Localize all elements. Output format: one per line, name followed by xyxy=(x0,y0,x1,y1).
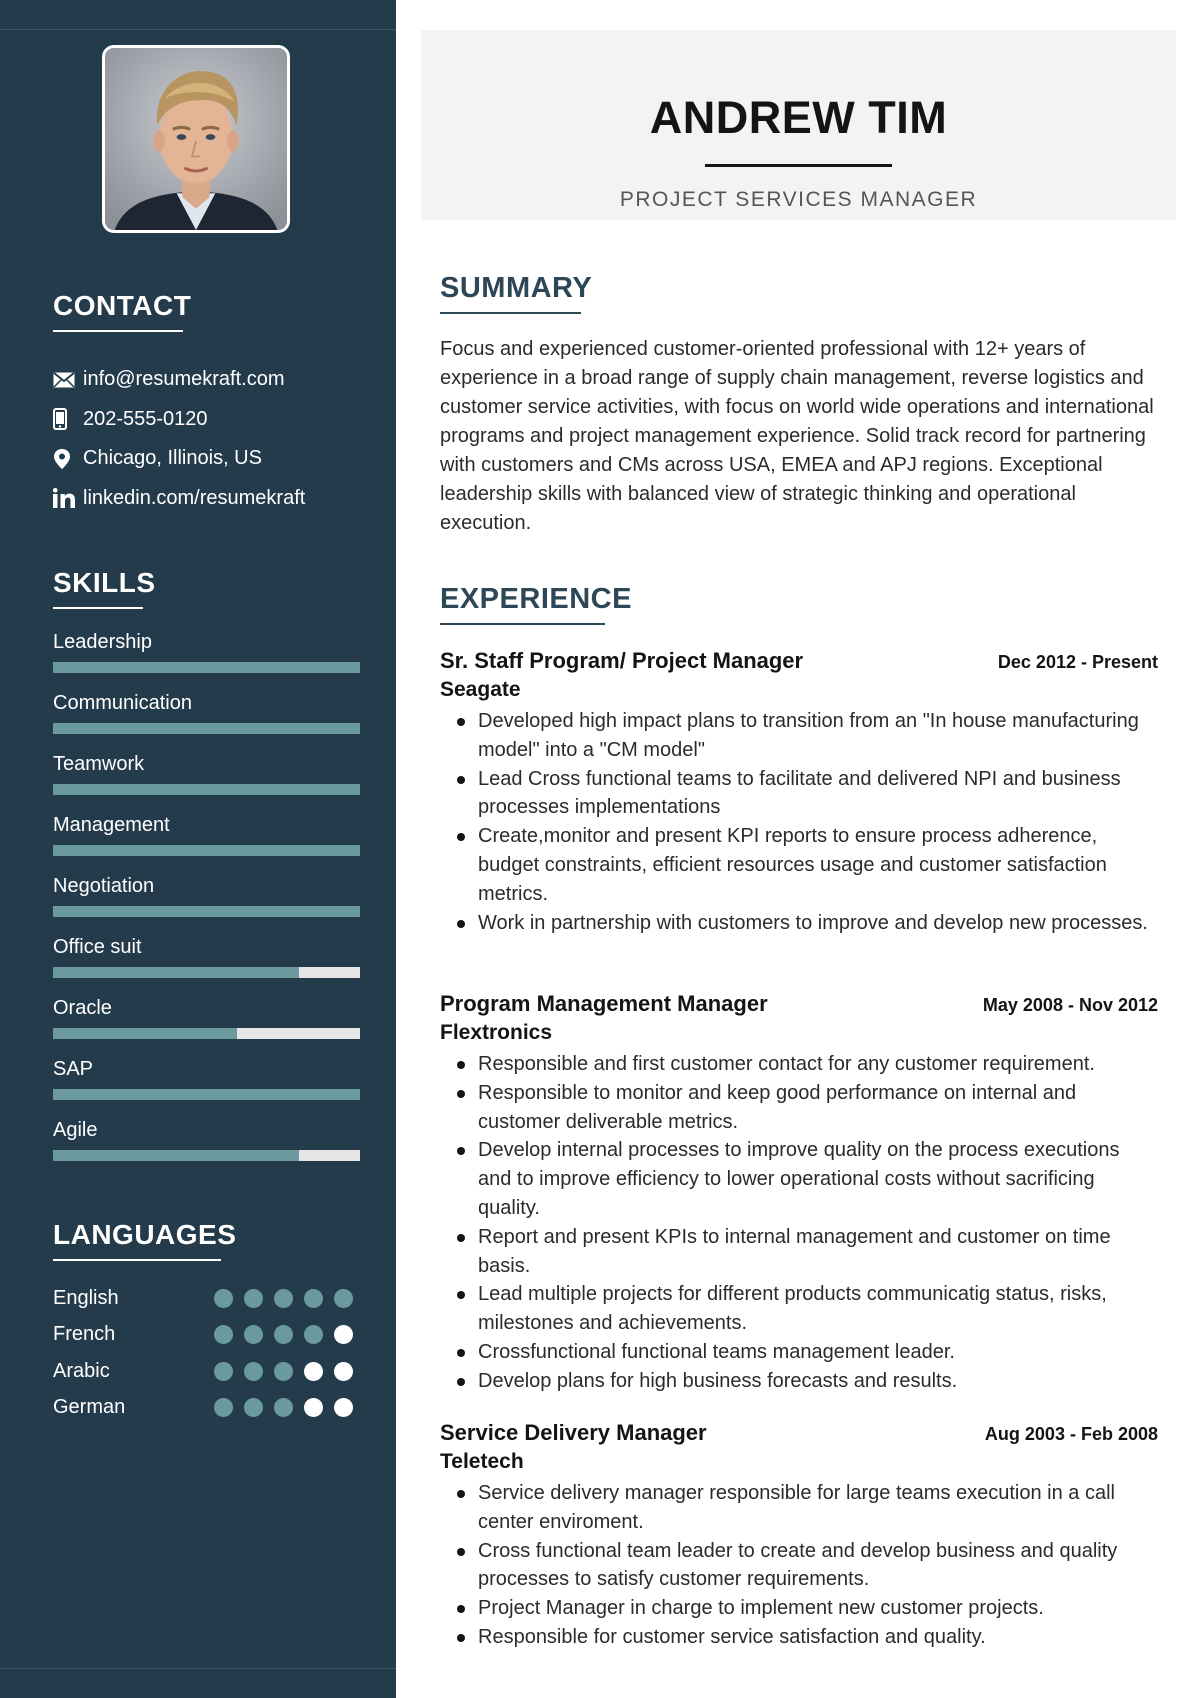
skill-name: Teamwork xyxy=(53,753,145,775)
skill-item xyxy=(53,691,360,752)
candidate-job-title: PROJECT SERVICES MANAGER xyxy=(619,188,978,211)
skill-bar-fill xyxy=(53,1028,237,1039)
skill-bar xyxy=(53,967,360,978)
rating-dot-filled xyxy=(244,1325,263,1344)
skill-name: Oracle xyxy=(53,997,112,1019)
contact-linkedin-text: linkedin.com/resumekraft xyxy=(83,486,306,509)
experience-item xyxy=(440,1420,1158,1652)
rating-dot-empty xyxy=(334,1325,353,1344)
skill-name: Communication xyxy=(53,692,192,714)
job-date: Dec 2012 - Present xyxy=(997,652,1158,672)
skill-item xyxy=(53,1118,360,1179)
rating-dot-filled xyxy=(214,1325,233,1344)
skill-name: Leadership xyxy=(53,631,152,653)
rating-dot-filled xyxy=(244,1398,263,1417)
language-item xyxy=(53,1390,363,1427)
contact-email[interactable] xyxy=(53,360,373,400)
skill-bar xyxy=(53,1150,360,1161)
rating-dot-empty xyxy=(334,1362,353,1381)
candidate-name: ANDREW TIM xyxy=(649,92,948,143)
skill-bar xyxy=(53,1028,360,1039)
rating-dot-filled xyxy=(214,1362,233,1381)
job-bullet: Developed high impact plans to transition from an "In house manufacturing model" into a "CM model" xyxy=(440,707,1158,765)
job-date: Aug 2003 - Feb 2008 xyxy=(984,1424,1158,1444)
job-bullets xyxy=(440,707,1158,937)
languages-heading-text: LANGUAGES xyxy=(53,1219,237,1250)
rating-dot-empty xyxy=(304,1398,323,1417)
contact-heading xyxy=(53,290,192,332)
contact-phone-text: 202-555-0120 xyxy=(83,407,208,430)
skills-heading-text: SKILLS xyxy=(53,567,156,598)
sidebar-top-divider xyxy=(0,29,396,30)
contact-location xyxy=(53,439,373,479)
skill-name: Agile xyxy=(53,1119,98,1141)
skills-list xyxy=(53,630,360,1179)
job-bullet: Project Manager in charge to implement new customer projects. xyxy=(440,1594,1158,1623)
job-bullet: Develop plans for high business forecasts and results. xyxy=(440,1367,1158,1396)
contact-list xyxy=(53,360,373,518)
job-bullets xyxy=(440,1479,1158,1652)
job-bullet: Responsible and first customer contact for any customer requirement. xyxy=(440,1050,1158,1079)
skill-item xyxy=(53,1057,360,1118)
skill-item xyxy=(53,752,360,813)
job-company: Teletech xyxy=(440,1450,524,1473)
skill-name: Office suit xyxy=(53,936,142,958)
contact-phone[interactable] xyxy=(53,400,373,440)
skill-bar xyxy=(53,662,360,673)
name-underline xyxy=(705,164,892,167)
language-item xyxy=(53,1353,363,1390)
job-role: Service Delivery Manager xyxy=(440,1420,707,1445)
rating-dot-filled xyxy=(214,1398,233,1417)
job-bullet: Service delivery manager responsible for large teams execution in a call center enviroment. xyxy=(440,1479,1158,1537)
language-name: English xyxy=(53,1286,119,1309)
skill-item xyxy=(53,630,360,691)
language-rating xyxy=(214,1362,353,1381)
location-pin-icon xyxy=(53,448,83,470)
language-item xyxy=(53,1280,363,1317)
skill-bar-fill xyxy=(53,1089,360,1100)
skill-bar-fill xyxy=(53,784,360,795)
job-date: May 2008 - Nov 2012 xyxy=(982,995,1158,1015)
rating-dot-filled xyxy=(274,1398,293,1417)
job-bullet: Report and present KPIs to internal management and customer on time basis. xyxy=(440,1223,1158,1281)
job-bullet: Lead Cross functional teams to facilitate and delivered NPI and business processes implementations xyxy=(440,765,1158,823)
language-name: German xyxy=(53,1396,126,1419)
skill-bar xyxy=(53,723,360,734)
language-item xyxy=(53,1317,363,1354)
contact-email-text: info@resumekraft.com xyxy=(83,368,285,391)
language-rating xyxy=(214,1398,353,1417)
skill-item xyxy=(53,996,360,1057)
skill-bar-fill xyxy=(53,845,360,856)
job-bullet: Cross functional team leader to create and develop business and quality processes to satisfy customer requirements. xyxy=(440,1537,1158,1595)
sidebar xyxy=(0,0,396,1698)
skill-bar xyxy=(53,906,360,917)
job-bullet: Crossfunctional functional teams management leader. xyxy=(440,1338,1158,1367)
profile-photo-image xyxy=(105,48,287,230)
rating-dot-filled xyxy=(214,1289,233,1308)
contact-heading-underline xyxy=(53,330,183,332)
language-name: French xyxy=(53,1323,116,1346)
language-name: Arabic xyxy=(53,1359,110,1382)
rating-dot-empty xyxy=(334,1398,353,1417)
experience-item-header xyxy=(440,1420,1158,1448)
skill-name: Negotiation xyxy=(53,875,155,897)
skill-item xyxy=(53,874,360,935)
summary-heading-text: SUMMARY xyxy=(440,272,593,304)
job-bullet: Responsible to monitor and keep good performance on internal and customer deliverable metrics. xyxy=(440,1079,1158,1137)
skill-item xyxy=(53,935,360,996)
experience-item-header xyxy=(440,991,1158,1019)
resume-header xyxy=(421,30,1176,220)
job-bullet: Create,monitor and present KPI reports to ensure process adherence, budget constraints, efficient resources usage and customer satisfaction metrics. xyxy=(440,822,1158,908)
rating-dot-filled xyxy=(274,1289,293,1308)
skill-item xyxy=(53,813,360,874)
job-role: Program Management Manager xyxy=(440,991,768,1016)
languages-list xyxy=(53,1280,363,1426)
linkedin-icon xyxy=(53,488,83,508)
skill-bar-fill xyxy=(53,906,360,917)
sidebar-bottom-divider xyxy=(0,1668,396,1669)
language-rating xyxy=(214,1325,353,1344)
experience-heading-underline xyxy=(440,623,605,625)
profile-photo xyxy=(102,45,290,233)
skills-heading-underline xyxy=(53,607,143,609)
job-bullets xyxy=(440,1050,1158,1396)
summary-text: Focus and experienced customer-oriented professional with 12+ years of experience in a broad range of supply chain management, reverse logistics and customer service activities, with focus on world wide operations and international programs and project management experience. Solid track record for partnering with customers and CMs across USA, EMEA and APJ regions. Exceptional leadership skills with balanced view of strategic thinking and operational execution. xyxy=(440,338,1154,534)
languages-heading xyxy=(53,1219,237,1261)
contact-heading-text: CONTACT xyxy=(53,290,192,321)
job-bullet: Lead multiple projects for different products communicatig status, risks, milestones and achievements. xyxy=(440,1280,1158,1338)
rating-dot-filled xyxy=(334,1289,353,1308)
job-role: Sr. Staff Program/ Project Manager xyxy=(440,648,804,673)
experience-item xyxy=(440,991,1158,1396)
skill-bar-fill xyxy=(53,967,299,978)
skill-bar-fill xyxy=(53,723,360,734)
job-company: Flextronics xyxy=(440,1021,553,1044)
experience-item-header xyxy=(440,648,1158,676)
languages-heading-underline xyxy=(53,1259,221,1261)
language-rating xyxy=(214,1289,353,1308)
skill-name: Management xyxy=(53,814,170,836)
contact-location-text: Chicago, Illinois, US xyxy=(83,447,262,470)
skill-bar xyxy=(53,784,360,795)
job-bullet: Responsible for customer service satisfaction and quality. xyxy=(440,1623,1158,1652)
skill-bar-fill xyxy=(53,1150,299,1161)
experience-item xyxy=(440,648,1158,937)
rating-dot-empty xyxy=(304,1362,323,1381)
skill-name: SAP xyxy=(53,1058,94,1080)
summary-heading xyxy=(440,272,593,314)
envelope-icon xyxy=(53,372,83,388)
experience-heading-text: EXPERIENCE xyxy=(440,583,632,615)
skills-heading xyxy=(53,567,156,609)
job-company: Seagate xyxy=(440,678,521,701)
skill-bar xyxy=(53,1089,360,1100)
rating-dot-filled xyxy=(274,1325,293,1344)
rating-dot-filled xyxy=(274,1362,293,1381)
contact-linkedin[interactable] xyxy=(53,479,373,519)
rating-dot-filled xyxy=(244,1289,263,1308)
rating-dot-filled xyxy=(304,1289,323,1308)
skill-bar xyxy=(53,845,360,856)
phone-icon xyxy=(53,408,83,430)
skill-bar-fill xyxy=(53,662,360,673)
rating-dot-filled xyxy=(304,1325,323,1344)
rating-dot-filled xyxy=(244,1362,263,1381)
job-bullet: Work in partnership with customers to improve and develop new processes. xyxy=(440,909,1158,938)
experience-heading xyxy=(440,583,632,625)
summary-heading-underline xyxy=(440,312,581,314)
job-bullet: Develop internal processes to improve quality on the process executions and to improve efficiency to lower operational costs without sacrificing quality. xyxy=(440,1136,1158,1222)
